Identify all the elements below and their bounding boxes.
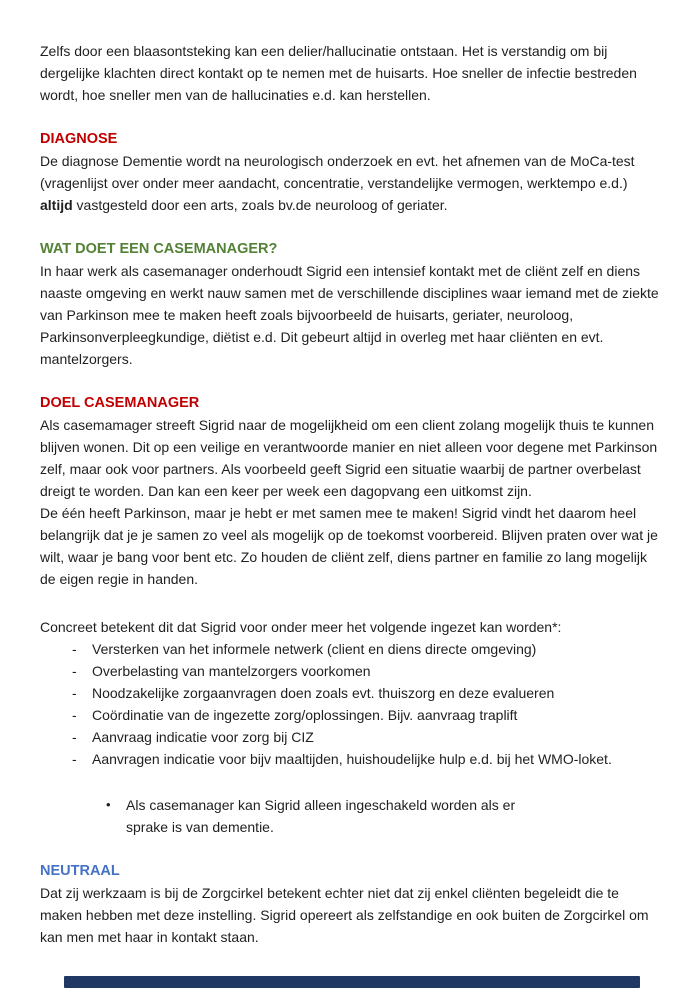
- list-item-text: Coördinatie van de ingezette zorg/oplossingen. Bijv. aanvraag traplift: [92, 707, 518, 723]
- dash-marker: -: [72, 641, 77, 657]
- dash-marker: -: [72, 751, 77, 767]
- casemanager-heading: WAT DOET EEN CASEMANAGER?: [40, 241, 278, 257]
- list-item: [40, 726, 660, 748]
- list-item-text: Overbelasting van mantelzorgers voorkomen: [92, 663, 371, 679]
- list-item: [40, 660, 660, 682]
- doel-heading: DOEL CASEMANAGER: [40, 395, 200, 411]
- dash-marker: -: [72, 729, 77, 745]
- list-item-text: Versterken van het informele netwerk (client en diens directe omgeving): [92, 641, 537, 657]
- list-item-text: Noodzakelijke zorgaanvragen doen zoals evt. thuiszorg en deze evalueren: [92, 685, 555, 701]
- list-item: [40, 748, 660, 770]
- doel-paragraph-2: De één heeft Parkinson, maar je hebt er met samen mee te maken! Sigrid vindt het daarom heel belangrijk dat je je samen zo veel als mogelijk op de toekomst voorbereid. Blijven praten over wat je wilt, waar je bang voor bent etc. Zo houden de cliënt zelf, diens partner en familie zo lang mogelijk de eigen regie in handen.: [40, 505, 658, 587]
- doel-paragraph-1: Als casemamager streeft Sigrid naar de mogelijkheid om een client zolang mogelijk thuis te kunnen blijven wonen. Dit op een veilige en verantwoorde manier en niet alleen voor degene met Parkinson zelf, maar ook voor partners. Als voorbeeld geeft Sigrid een situatie waarbij de partner overbelast dreigt te worden. Dan kan een keer per week een dagopvang een uitkomst zijn.: [40, 417, 658, 499]
- bullet-note: [40, 794, 660, 838]
- dash-marker: -: [72, 707, 77, 723]
- diagnose-text-bold: altijd: [40, 197, 73, 213]
- list-item-text: Aanvraag indicatie voor zorg bij CIZ: [92, 729, 314, 745]
- list-item: [40, 682, 660, 704]
- dash-marker: -: [72, 685, 77, 701]
- intro-paragraph: Zelfs door een blaasontsteking kan een delier/hallucinatie ontstaan. Het is verstandig om bij dergelijke klachten direct kontakt op te nemen met de huisarts. Hoe sneller de infectie bestreden wordt, hoe sneller men van de hallucinaties e.d. kan herstellen.: [40, 43, 637, 103]
- dash-list: [40, 638, 660, 770]
- neutraal-paragraph: Dat zij werkzaam is bij de Zorgcirkel betekent echter niet dat zij enkel cliënten begeleidt die te maken hebben met deze instelling. Sigrid opereert als zelfstandige en ook buiten de Zorgcirkel om kan men met haar in kontakt staan.: [40, 885, 649, 945]
- bottom-table-bar: [64, 976, 640, 988]
- diagnose-text-pre: De diagnose Dementie wordt na neurologisch onderzoek en evt. het afnemen van de MoCa-test (vragenlijst over onder meer aandacht, concentratie, verstandelijke vermogen, werktempo e.d.): [40, 153, 635, 191]
- casemanager-paragraph: In haar werk als casemanager onderhoudt Sigrid een intensief kontakt met de cliënt zelf en diens naaste omgeving en werkt nauw samen met de verschillende disciplines waar iemand met de ziekte van Parkinson mee te maken heeft zoals bijvoorbeeld de huisarts, geriater, neuroloog, Parkinsonverpleegkundige, diëtist e.d. Dit gebeurt altijd in overleg met haar cliënten en evt. mantelzorgers.: [40, 263, 659, 367]
- dash-marker: -: [72, 663, 77, 679]
- concreet-intro: Concreet betekent dit dat Sigrid voor onder meer het volgende ingezet kan worden*:: [40, 619, 562, 635]
- neutraal-heading: NEUTRAAL: [40, 863, 120, 879]
- list-item: [40, 638, 660, 660]
- bullet-note-text: Als casemanager kan Sigrid alleen ingeschakeld worden als er sprake is van dementie.: [126, 797, 516, 835]
- diagnose-text-post: vastgesteld door een arts, zoals bv.de neuroloog of geriater.: [72, 197, 448, 213]
- bullet-marker: •: [106, 797, 111, 812]
- diagnose-heading: DIAGNOSE: [40, 131, 118, 147]
- list-item-text: Aanvragen indicatie voor bijv maaltijden, huishoudelijke hulp e.d. bij het WMO-loket.: [92, 751, 612, 767]
- diagnose-paragraph: [40, 150, 660, 216]
- list-item: [40, 704, 660, 726]
